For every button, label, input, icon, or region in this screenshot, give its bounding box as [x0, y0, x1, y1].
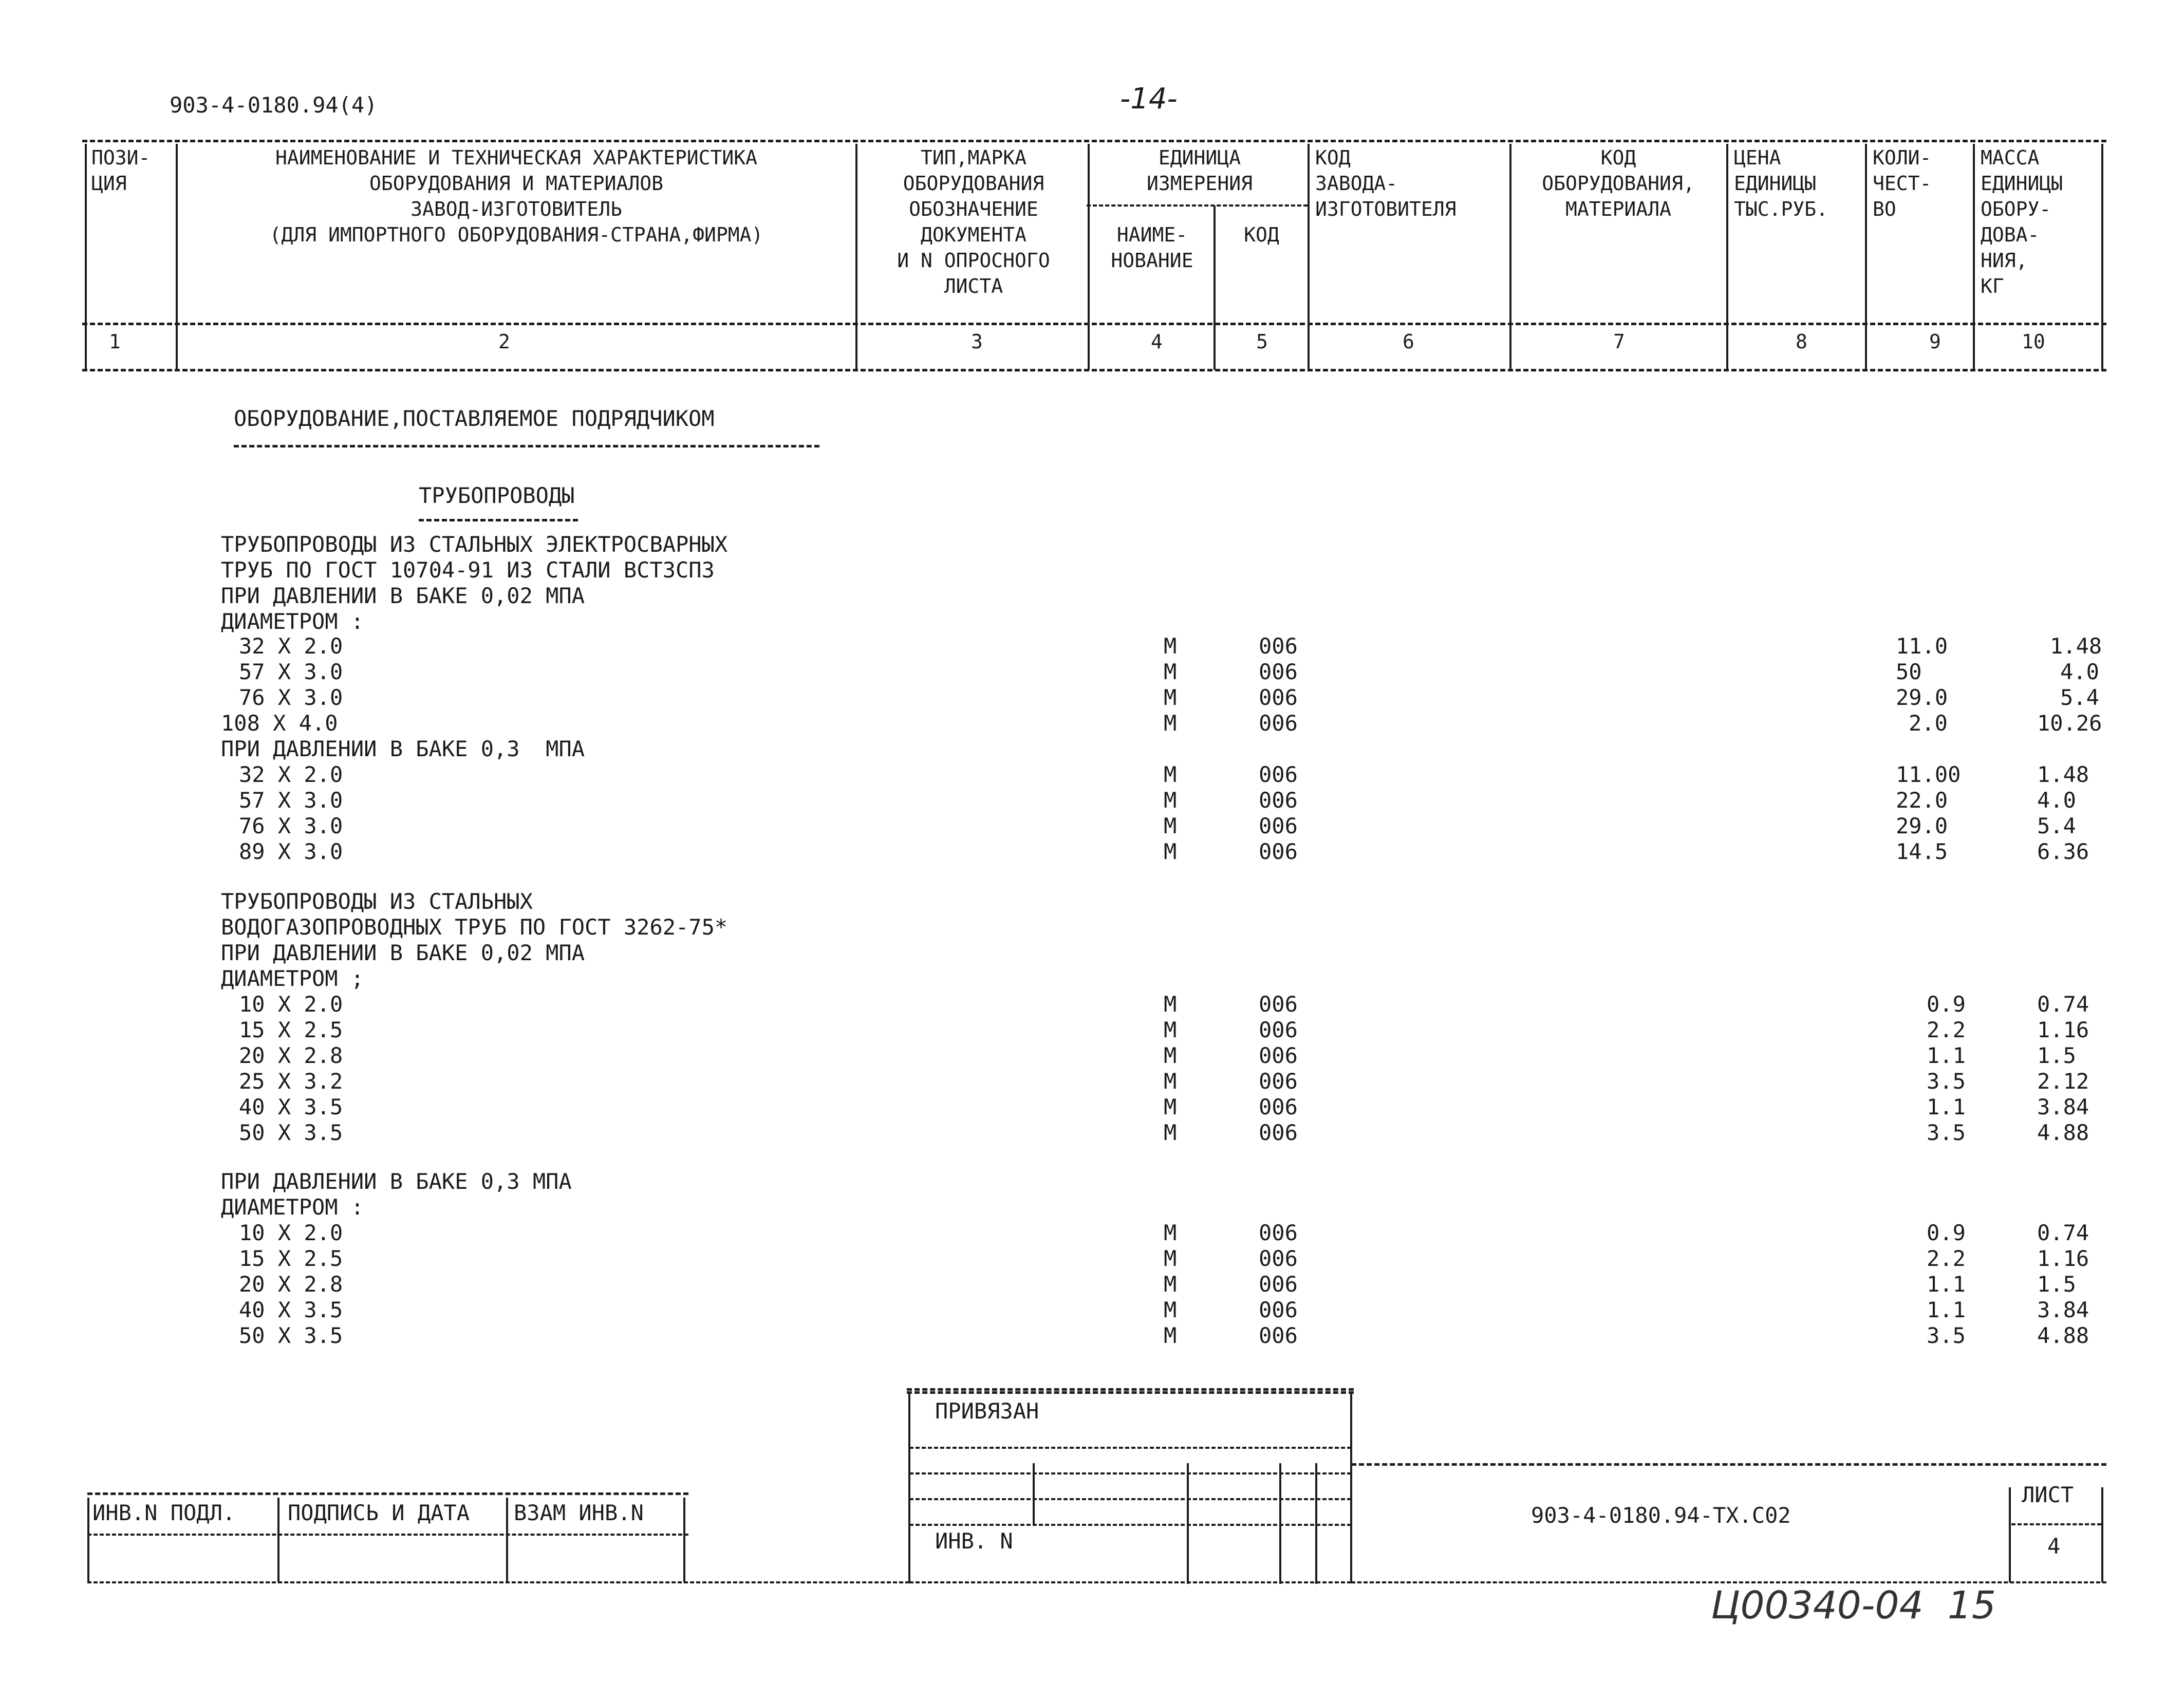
- col-sep-0: [85, 144, 87, 370]
- group2-line-3: ПРИ ДАВЛЕНИИ В БАКЕ 0,02 МПА: [221, 940, 585, 965]
- row-code: 006: [1259, 762, 1298, 787]
- col-sep-3: [1088, 144, 1090, 370]
- row-name: 57 X 3.0: [239, 788, 343, 813]
- table-row: [0, 813, 2184, 839]
- stamp-vline-b: [1187, 1463, 1189, 1584]
- row-unit: М: [1164, 633, 1177, 659]
- row-name: 50 X 3.5: [239, 1120, 343, 1145]
- col-number-1: 1: [109, 330, 121, 353]
- row-name: 76 X 3.0: [239, 685, 343, 710]
- col-sep-6: [1509, 144, 1511, 370]
- row-unit: М: [1164, 1069, 1177, 1094]
- inv-rule-bottom: [87, 1581, 909, 1583]
- col-sep-4: [1214, 206, 1216, 370]
- group2-line-1: ТРУБОПРОВОДЫ ИЗ СТАЛЬНЫХ: [221, 889, 533, 914]
- handwritten-archive-number: Ц00340-04 15: [1711, 1583, 1996, 1628]
- sheet-label: ЛИСТ: [2022, 1482, 2074, 1507]
- document-code: 903-4-0180.94-ТХ.С02: [1531, 1503, 1791, 1528]
- stamp-vline-a: [1033, 1463, 1035, 1525]
- group3-line-2: ДИАМЕТРОМ :: [221, 1194, 364, 1220]
- table-row: [0, 685, 2184, 711]
- row-code: 006: [1259, 839, 1298, 864]
- row-unit: М: [1164, 1220, 1177, 1245]
- group1-sub-label: ПРИ ДАВЛЕНИИ В БАКЕ 0,3 МПА: [221, 736, 585, 761]
- row-code: 006: [1259, 1272, 1298, 1297]
- row-name: 50 X 3.5: [239, 1323, 343, 1348]
- row-unit: М: [1164, 1094, 1177, 1119]
- row-mass: 1.16: [2037, 1017, 2089, 1042]
- row-mass: 4.0: [2060, 659, 2099, 684]
- row-code: 006: [1259, 1094, 1298, 1119]
- row-qty: 3.5: [1927, 1323, 1966, 1348]
- header-col5: КОД: [1244, 223, 1279, 246]
- inv-rule-mid: [87, 1534, 688, 1536]
- row-name: 76 X 3.0: [239, 813, 343, 838]
- header-col9: КОЛИ- ЧЕСТ- ВО: [1873, 146, 1932, 220]
- row-unit: М: [1164, 1272, 1177, 1297]
- col-number-6: 6: [1403, 330, 1414, 353]
- inv-n-label: ИНВ. N: [935, 1528, 1013, 1554]
- stamp-vline-d: [1315, 1463, 1317, 1584]
- table-row: [0, 762, 2184, 788]
- row-qty: 1.1: [1927, 1297, 1966, 1322]
- row-name: 10 X 2.0: [239, 1220, 343, 1245]
- row-qty: 3.5: [1927, 1069, 1966, 1094]
- row-name: 57 X 3.0: [239, 659, 343, 684]
- row-name: 89 X 3.0: [239, 839, 343, 864]
- inv-n-podl-label: ИНВ.N ПОДЛ.: [92, 1500, 236, 1525]
- privyazan-label: ПРИВЯЗАН: [935, 1398, 1039, 1424]
- group1-line-1: ТРУБОПРОВОДЫ ИЗ СТАЛЬНЫХ ЭЛЕКТРОСВАРНЫХ: [221, 532, 728, 557]
- row-qty: 29.0: [1896, 813, 1948, 838]
- stamp-vline-c: [1279, 1463, 1281, 1584]
- col-sep-8: [1865, 144, 1867, 370]
- row-code: 006: [1259, 1017, 1298, 1042]
- row-name: 20 X 2.8: [239, 1043, 343, 1068]
- col-sep-10: [2101, 144, 2103, 370]
- row-mass: 4.88: [2037, 1323, 2089, 1348]
- inv-rule-top: [87, 1492, 688, 1495]
- row-unit: М: [1164, 1017, 1177, 1042]
- stamp-vline-left: [908, 1393, 910, 1583]
- row-unit: М: [1164, 788, 1177, 813]
- col-sep-7: [1726, 144, 1728, 370]
- inv-vline-1: [277, 1498, 279, 1582]
- row-code: 006: [1259, 685, 1298, 710]
- row-code: 006: [1259, 1043, 1298, 1068]
- group3-line-1: ПРИ ДАВЛЕНИИ В БАКЕ 0,3 МПА: [221, 1169, 572, 1194]
- row-mass: 2.12: [2037, 1069, 2089, 1094]
- title-block-rule-top: [1351, 1463, 2106, 1466]
- group1-line-3: ПРИ ДАВЛЕНИИ В БАКЕ 0,02 МПА: [221, 583, 585, 608]
- header-col7: КОД ОБОРУДОВАНИЯ, МАТЕРИАЛА: [1542, 146, 1695, 220]
- table-row: [0, 1220, 2184, 1246]
- header-top-rule: [82, 140, 2106, 142]
- table-row: [0, 788, 2184, 813]
- row-name: 40 X 3.5: [239, 1297, 343, 1322]
- row-code: 006: [1259, 992, 1298, 1017]
- row-code: 006: [1259, 659, 1298, 684]
- row-name: 108 X 4.0: [221, 711, 338, 736]
- row-mass: 3.84: [2037, 1297, 2089, 1322]
- row-code: 006: [1259, 1120, 1298, 1145]
- row-qty: 1.1: [1927, 1043, 1966, 1068]
- stamp-rule-5: [909, 1498, 1351, 1500]
- row-code: 006: [1259, 1069, 1298, 1094]
- row-code: 006: [1259, 788, 1298, 813]
- row-unit: М: [1164, 762, 1177, 787]
- vzam-inv-label: ВЗАМ ИНВ.N: [514, 1500, 644, 1525]
- row-code: 006: [1259, 1220, 1298, 1245]
- group2-line-2: ВОДОГАЗОПРОВОДНЫХ ТРУБ ПО ГОСТ 3262-75*: [221, 914, 728, 940]
- stamp-rule-3: [909, 1447, 1351, 1449]
- row-qty: 2.2: [1927, 1017, 1966, 1042]
- row-unit: М: [1164, 711, 1177, 736]
- row-unit: М: [1164, 839, 1177, 864]
- row-unit: М: [1164, 1043, 1177, 1068]
- row-mass: 1.16: [2037, 1246, 2089, 1271]
- row-qty: 1.1: [1927, 1094, 1966, 1119]
- row-mass: 10.26: [2037, 711, 2102, 736]
- stamp-rule-1: [907, 1388, 1354, 1391]
- row-name: 40 X 3.5: [239, 1094, 343, 1119]
- row-name: 25 X 3.2: [239, 1069, 343, 1094]
- group1-line-4: ДИАМЕТРОМ :: [221, 609, 364, 634]
- row-qty: 3.5: [1927, 1120, 1966, 1145]
- header-col10: МАССА ЕДИНИЦЫ ОБОРУ- ДОВА- НИЯ, КГ: [1981, 146, 2063, 297]
- document-code-top: 903-4-0180.94(4): [170, 92, 378, 118]
- table-row: [0, 1017, 2184, 1043]
- table-row: [0, 1120, 2184, 1146]
- stamp-rule-2: [907, 1391, 1354, 1394]
- row-unit: М: [1164, 659, 1177, 684]
- header-col4: НАИМЕ- НОВАНИЕ: [1111, 223, 1193, 272]
- group2-line-4: ДИАМЕТРОМ ;: [221, 966, 364, 991]
- table-row: [0, 992, 2184, 1017]
- stamp-vline-right: [1350, 1393, 1352, 1583]
- col-number-3: 3: [971, 330, 983, 353]
- sheet-number: 4: [2047, 1534, 2061, 1559]
- numbers-bottom-rule: [82, 369, 2106, 371]
- row-qty: 2.2: [1927, 1246, 1966, 1271]
- row-mass: 6.36: [2037, 839, 2089, 864]
- row-mass: 1.5: [2037, 1043, 2076, 1068]
- table-row: [0, 633, 2184, 659]
- row-code: 006: [1259, 633, 1298, 659]
- row-qty: 11.00: [1896, 762, 1961, 787]
- row-mass: 0.74: [2037, 992, 2089, 1017]
- row-mass: 5.4: [2060, 685, 2099, 710]
- stamp-rule-6: [909, 1524, 1351, 1526]
- row-code: 006: [1259, 1246, 1298, 1271]
- row-name: 32 X 2.0: [239, 762, 343, 787]
- row-qty: 14.5: [1896, 839, 1948, 864]
- row-mass: 0.74: [2037, 1220, 2089, 1245]
- col-number-8: 8: [1796, 330, 1807, 353]
- col-sep-1: [176, 144, 178, 370]
- table-row: [0, 1043, 2184, 1069]
- inv-vline-3: [683, 1498, 685, 1582]
- row-qty: 11.0: [1896, 633, 1948, 659]
- sheet-vline-left: [2009, 1487, 2011, 1582]
- row-unit: М: [1164, 1246, 1177, 1271]
- header-col2: НАИМЕНОВАНИЕ И ТЕХНИЧЕСКАЯ ХАРАКТЕРИСТИКА ОБОРУДОВАНИЯ И МАТЕРИАЛОВ ЗАВОД-ИЗГОТОВИТЕЛЬ (ДЛЯ ИМПОРТНОГО ОБОРУДОВАНИЯ-СТРАНА,ФИРМА): [269, 146, 763, 246]
- row-mass: 1.48: [2050, 633, 2102, 659]
- row-mass: 4.88: [2037, 1120, 2089, 1145]
- row-mass: 4.0: [2037, 788, 2076, 813]
- row-qty: 0.9: [1927, 992, 1966, 1017]
- row-name: 10 X 2.0: [239, 992, 343, 1017]
- header-bottom-rule: [82, 323, 2106, 325]
- col-sep-2: [855, 144, 857, 370]
- col-sep-9: [1973, 144, 1975, 370]
- col-number-10: 10: [2022, 330, 2045, 353]
- header-col6: КОД ЗАВОДА- ИЗГОТОВИТЕЛЯ: [1315, 146, 1457, 220]
- row-qty: 50: [1896, 659, 1922, 684]
- table-row: [0, 1323, 2184, 1349]
- row-code: 006: [1259, 813, 1298, 838]
- stamp-rule-4: [909, 1472, 1351, 1474]
- table-row: [0, 839, 2184, 865]
- table-row: [0, 1069, 2184, 1094]
- sheet-rule: [2011, 1523, 2101, 1525]
- table-row: [0, 1297, 2184, 1323]
- inv-vline-0: [87, 1498, 89, 1582]
- row-code: 006: [1259, 711, 1298, 736]
- row-name: 20 X 2.8: [239, 1272, 343, 1297]
- row-unit: М: [1164, 1323, 1177, 1348]
- row-code: 006: [1259, 1297, 1298, 1322]
- row-name: 32 X 2.0: [239, 633, 343, 659]
- table-row: [0, 1272, 2184, 1297]
- table-row: [0, 711, 2184, 736]
- row-unit: М: [1164, 1120, 1177, 1145]
- col-number-9: 9: [1929, 330, 1941, 353]
- row-mass: 3.84: [2037, 1094, 2089, 1119]
- row-mass: 1.48: [2037, 762, 2089, 787]
- row-qty: 22.0: [1896, 788, 1948, 813]
- col-number-4: 4: [1151, 330, 1163, 353]
- subsection-title-underline: [419, 519, 578, 521]
- row-name: 15 X 2.5: [239, 1017, 343, 1042]
- section-title: ОБОРУДОВАНИЕ,ПОСТАВЛЯЕМОЕ ПОДРЯДЧИКОМ: [234, 406, 715, 431]
- row-mass: 1.5: [2037, 1272, 2076, 1297]
- stamp-rule-bottom: [909, 1581, 1351, 1583]
- row-qty: 29.0: [1896, 685, 1948, 710]
- header-col45: ЕДИНИЦА ИЗМЕРЕНИЯ: [1147, 146, 1253, 195]
- row-unit: М: [1164, 813, 1177, 838]
- table-row: [0, 659, 2184, 685]
- row-qty: 1.1: [1927, 1272, 1966, 1297]
- signature-date-label: ПОДПИСЬ И ДАТА: [288, 1500, 470, 1525]
- col-number-2: 2: [498, 330, 510, 353]
- header-col3: ТИП,МАРКА ОБОРУДОВАНИЯ ОБОЗНАЧЕНИЕ ДОКУМЕНТА И N ОПРОСНОГО ЛИСТА: [897, 146, 1050, 297]
- row-qty: 0.9: [1927, 1220, 1966, 1245]
- header-col8: ЦЕНА ЕДИНИЦЫ ТЫС.РУБ.: [1734, 146, 1828, 220]
- col-number-5: 5: [1256, 330, 1268, 353]
- row-qty: 2.0: [1909, 711, 1948, 736]
- row-mass: 5.4: [2037, 813, 2076, 838]
- inv-vline-2: [506, 1498, 508, 1582]
- sheet-vline-right: [2101, 1487, 2103, 1582]
- table-row: [0, 1094, 2184, 1120]
- row-unit: М: [1164, 685, 1177, 710]
- unit-sub-rule: [1087, 204, 1308, 207]
- row-unit: М: [1164, 992, 1177, 1017]
- section-title-underline: [234, 445, 819, 447]
- row-name: 15 X 2.5: [239, 1246, 343, 1271]
- col-number-7: 7: [1613, 330, 1625, 353]
- page-number-handwritten: -14-: [1120, 82, 1178, 116]
- row-unit: М: [1164, 1297, 1177, 1322]
- subsection-title: ТРУБОПРОВОДЫ: [419, 483, 575, 508]
- header-col1: ПОЗИ- ЦИЯ: [91, 146, 151, 195]
- row-code: 006: [1259, 1323, 1298, 1348]
- table-row: [0, 1246, 2184, 1272]
- group1-line-2: ТРУБ ПО ГОСТ 10704-91 ИЗ СТАЛИ ВСТЗСПЗ: [221, 557, 715, 583]
- col-sep-5: [1308, 144, 1310, 370]
